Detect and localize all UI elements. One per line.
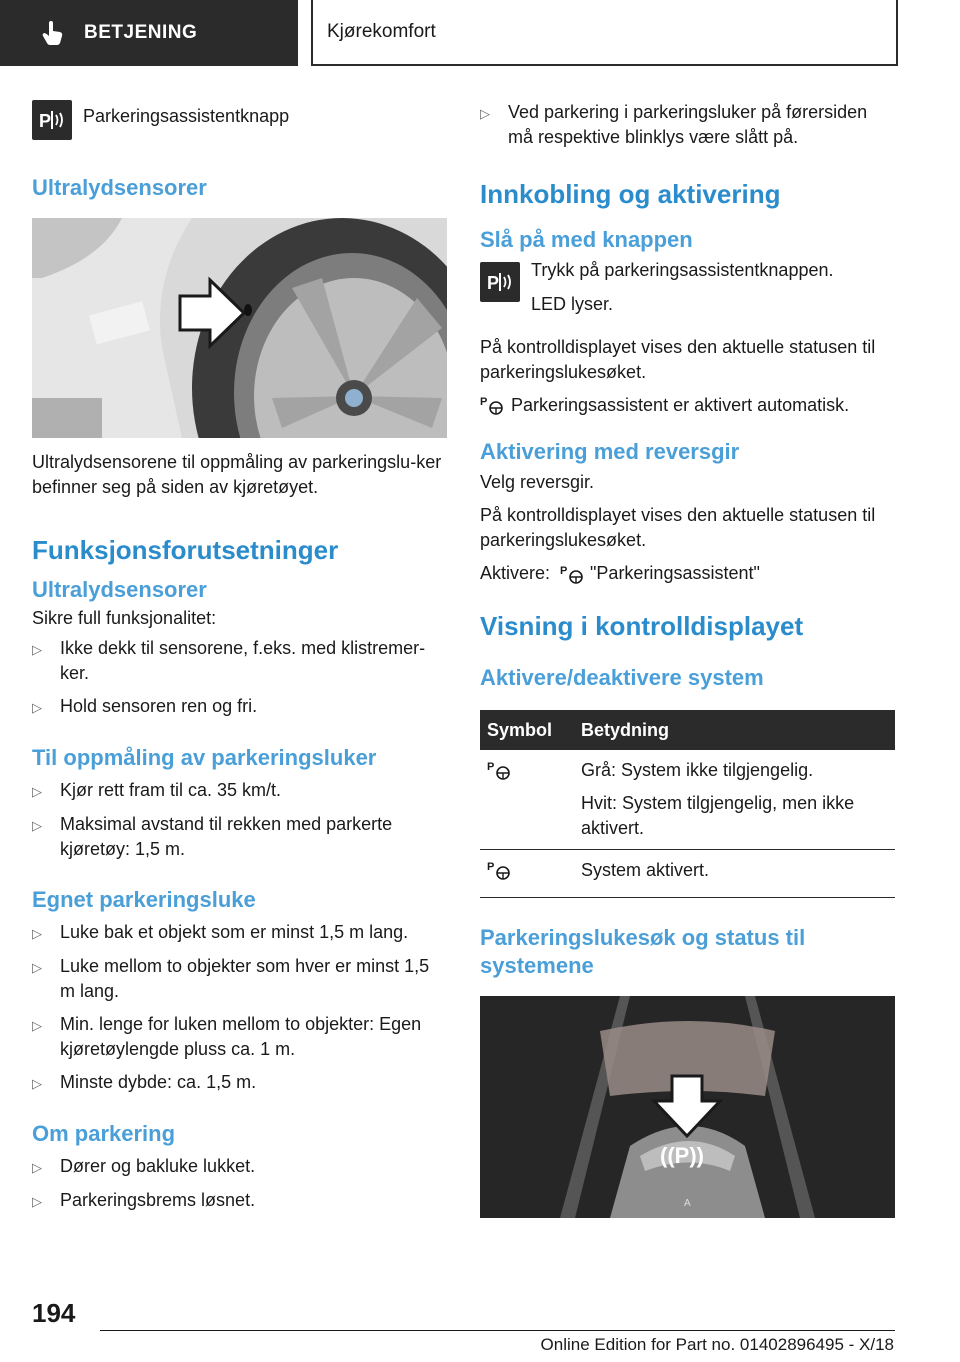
svg-text:P: P: [487, 861, 495, 873]
status-text: På kontrolldisplayet vises den aktuelle statusen til parkeringslukesøket.: [480, 337, 876, 382]
list-item: ▷ Hold sensoren ren og fri.: [32, 694, 447, 720]
list-item: ▷ Luke mellom to objekter som hver er minst 1,5 m lang.: [32, 956, 430, 1001]
heading-system: Aktivere/deaktivere system: [480, 665, 764, 690]
list-item: ▷ Minste dybde: ca. 1,5 m.: [32, 1070, 447, 1096]
ultra-bullet-list: [32, 636, 447, 720]
svg-text:P: P: [487, 761, 495, 773]
reverse-text: Velg reversgir.: [480, 472, 595, 492]
parking-assist-active-icon: [487, 858, 513, 882]
heading-ultrasonic-sensors-2: Ultralydsensorer: [32, 577, 207, 602]
heading-ultrasonic-sensors: Ultralydsensorer: [32, 175, 207, 200]
col-meaning-header: Betydning: [574, 710, 895, 750]
ultra-intro: Sikre full funksjonalitet:: [32, 608, 217, 628]
measure-bullet-list: [32, 778, 447, 862]
activate-row: [480, 561, 895, 586]
triangle-bullet-icon: ▷: [32, 1194, 42, 1209]
table-row: [480, 850, 895, 898]
page-number: 194: [32, 1298, 76, 1328]
triangle-bullet-icon: ▷: [32, 784, 42, 799]
chapter-tab: [311, 0, 898, 66]
svg-text:P: P: [480, 396, 488, 408]
footer-divider: [100, 1330, 895, 1331]
button-text-2: LED lyser.: [531, 294, 614, 314]
list-item: ▷ Dører og bakluke lukket.: [32, 1154, 447, 1180]
list-item: ▷ Ikke dekk til sensorene, f.eks. med klistremer-ker.: [32, 638, 426, 683]
page-header: [0, 0, 960, 70]
parking-assist-button-icon: [32, 100, 72, 140]
heading-button: Slå på med knappen: [480, 227, 693, 252]
heading-status: Parkeringslukesøk og status til systemene: [480, 925, 806, 978]
parking-assist-icon: [560, 562, 586, 586]
list-item: ▷ Kjør rett fram til ca. 35 km/t.: [32, 778, 447, 804]
triangle-bullet-icon: ▷: [32, 700, 42, 715]
heading-functional-requirements: Funksjonsforutsetninger: [32, 535, 339, 565]
heading-measuring: Til oppmåling av parkeringsluker: [32, 745, 377, 770]
list-item: ▷ Parkeringsbrems løsnet.: [32, 1188, 447, 1214]
svg-text:P: P: [39, 111, 52, 131]
triangle-bullet-icon: ▷: [32, 1160, 42, 1175]
heading-engage: Innkobling og aktivering: [480, 179, 781, 209]
hand-pointer-icon: [42, 21, 64, 45]
heading-suitable-space: Egnet parkeringsluke: [32, 887, 256, 912]
right-column: [480, 100, 895, 1218]
activate-value: "Parkeringsassistent": [590, 563, 760, 583]
sensor-photo: [32, 218, 447, 438]
triangle-bullet-icon: ▷: [32, 1018, 42, 1033]
triangle-bullet-icon: ▷: [32, 642, 42, 657]
table-row: [480, 750, 895, 850]
triangle-bullet-icon: ▷: [32, 960, 42, 975]
auto-activated-row: [480, 393, 895, 418]
chapter-title: Kjørekomfort: [327, 21, 436, 42]
edition-note: Online Edition for Part no. 01402896495 - X/18: [540, 1335, 894, 1354]
svg-text:A: A: [684, 1198, 691, 1209]
button-text-1: Trykk på parkeringsassistentknappen.: [531, 260, 834, 280]
left-column: [32, 100, 447, 1214]
heading-about-parking: Om parkering: [32, 1121, 176, 1146]
list-item: ▷ Ved parkering i parkeringsluker på førersiden må respektive blinklys være slått på.: [480, 102, 868, 147]
svg-text:P: P: [560, 564, 568, 577]
parking-assist-active-icon: [480, 393, 506, 417]
triangle-bullet-icon: ▷: [32, 1076, 42, 1091]
suitable-bullet-list: [32, 920, 447, 1096]
heading-display: Visning i kontrolldisplayet: [480, 611, 804, 641]
list-item: ▷ Luke bak et objekt som er minst 1,5 m lang.: [32, 920, 447, 946]
parking-assist-button-icon: [480, 262, 520, 302]
symbol-table: [480, 710, 895, 898]
photo-caption: Ultralydsensorene til oppmåling av parkeringslu-ker befinner seg på siden av kjøretøyet.: [32, 452, 442, 497]
svg-text:P: P: [487, 273, 500, 293]
list-item: ▷ Min. lenge for luken mellom to objekter: Egen kjøretøylengde pluss ca. 1 m.: [32, 1014, 422, 1059]
parking-button-caption-row: [32, 100, 447, 140]
meaning-white: Hvit: System tilgjengelig, men ikke aktivert.: [581, 793, 855, 838]
triangle-bullet-icon: ▷: [480, 106, 490, 121]
heading-reverse: Aktivering med reversgir: [480, 439, 740, 464]
section-tab: [0, 0, 298, 66]
col-symbol-header: Symbol: [480, 710, 574, 750]
auto-text: Parkeringsassistent er aktivert automatisk.: [511, 395, 850, 415]
display-photo: [480, 996, 895, 1218]
status-text-2: På kontrolldisplayet vises den aktuelle statusen til parkeringslukesøket.: [480, 505, 876, 550]
triangle-bullet-icon: ▷: [32, 926, 42, 941]
svg-text:((P)): ((P)): [660, 1143, 704, 1168]
section-title: BETJENING: [84, 22, 198, 43]
parking-assist-icon: [487, 758, 513, 782]
meaning-active: System aktivert.: [574, 850, 895, 898]
button-instruction-row: [480, 262, 895, 317]
list-item: ▷ Maksimal avstand til rekken med parkerte kjøretøy: 1,5 m.: [32, 814, 393, 859]
button-caption: Parkeringsassistentknapp: [83, 106, 290, 126]
meaning-grey: Grå: System ikke tilgjengelig.: [581, 760, 814, 780]
about-bullet-list: [32, 1154, 447, 1214]
activate-label: Aktivere:: [480, 563, 551, 583]
triangle-bullet-icon: ▷: [32, 818, 42, 833]
